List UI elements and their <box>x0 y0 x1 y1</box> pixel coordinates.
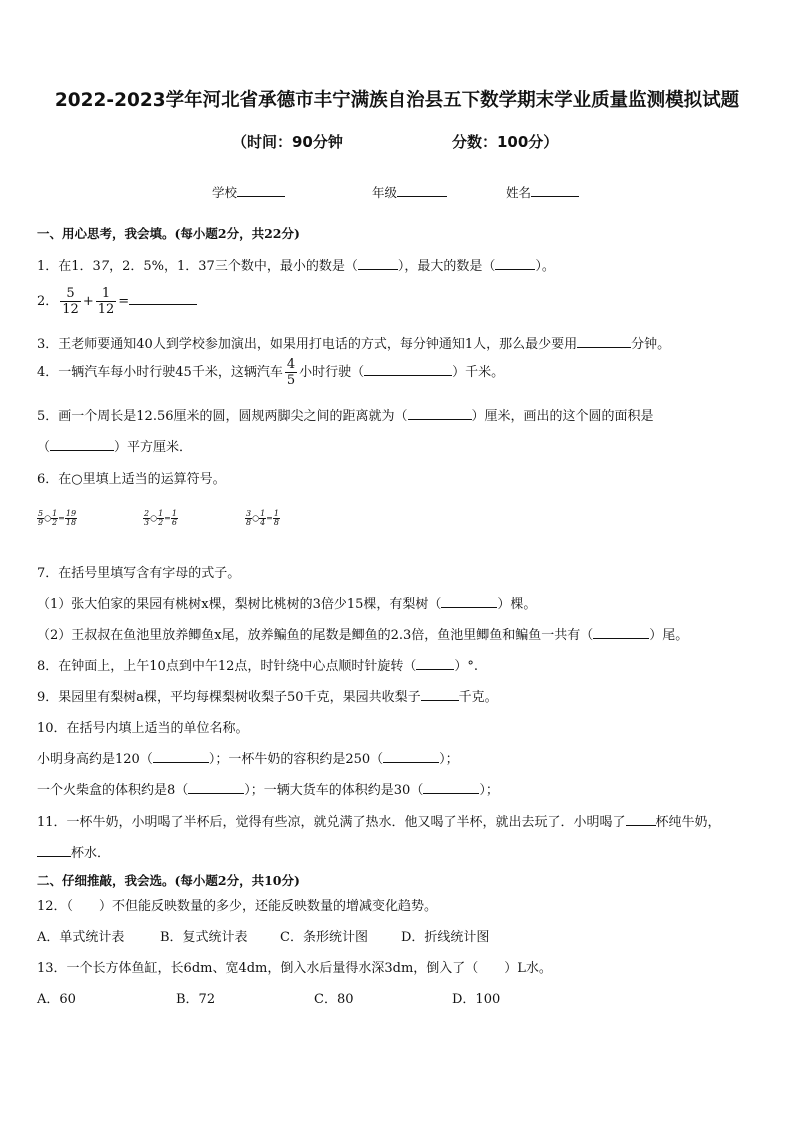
question-11-line-2: 杯水． <box>37 842 110 861</box>
q4-fraction: $\frac{4}{5}$ <box>286 357 296 388</box>
question-7-sub-2: （2）王叔叔在鱼池里放养鲫鱼x尾，放养鳊鱼的尾数是鲫鱼的2.3倍，鱼池里鲫鱼和鳊鱼一共有（ ）尾。 <box>37 628 689 643</box>
school-blank[interactable] <box>237 183 285 197</box>
q13-option-a[interactable]: A．60 <box>37 992 76 1007</box>
q9-blank[interactable] <box>421 688 459 701</box>
question-1: 1．在1．37，2．5%，1．37三个数中，最小的数是（ ），最大的数是（ ）。 <box>37 259 555 274</box>
q10-blank-truck[interactable] <box>423 781 479 794</box>
question-5-line-1: 5．画一个周长是12.56厘米的圆，圆规两脚尖之间的距离就为（ ）厘米，画出的这个圆的面积是 <box>37 409 654 424</box>
question-5-line-2: （ ）平方厘米． <box>37 440 193 455</box>
q12-option-a[interactable]: A．单式统计表 <box>37 930 125 945</box>
q1-blank-max[interactable] <box>495 257 535 270</box>
q3-blank[interactable] <box>577 335 631 348</box>
grade-blank[interactable] <box>397 183 447 197</box>
school-label: 学校 <box>212 185 238 200</box>
name-field[interactable] <box>506 183 579 201</box>
school-field[interactable] <box>212 183 285 201</box>
question-3: 3．王老师要通知40人到学校参加演出，如果用打电话的方式，每分钟通知1人，那么最少要用 分钟。 <box>37 337 671 352</box>
q2-blank[interactable] <box>129 292 197 305</box>
q13-option-b[interactable]: B．72 <box>176 992 216 1007</box>
q10-blank-height[interactable] <box>153 750 209 763</box>
q5-blank-area[interactable] <box>50 438 114 451</box>
q6-expression-3: $\frac{3}{8}$ ○ $\frac{1}{4}$ = $\frac{1}{8}$ <box>246 509 279 527</box>
exam-score: 分数：100分） <box>452 133 559 151</box>
q4-blank[interactable] <box>364 363 452 376</box>
q10-blank-matchbox[interactable] <box>188 781 244 794</box>
q13-option-d[interactable]: D．100 <box>452 992 501 1007</box>
q12-option-c[interactable]: C．条形统计图 <box>280 930 368 945</box>
question-6: 6．在○里填上适当的运算符号。 <box>37 472 226 487</box>
q8-blank[interactable] <box>416 657 454 670</box>
question-7-sub-1: （1）张大伯家的果园有桃树x棵，梨树比桃树的3倍少15棵，有梨树（ ）棵。 <box>37 597 537 612</box>
q6-circle-3[interactable]: ○ <box>252 513 260 523</box>
q6-circle-2[interactable]: ○ <box>150 513 158 523</box>
q12-option-d[interactable]: D．折线统计图 <box>401 930 490 945</box>
q10-blank-milk[interactable] <box>383 750 439 763</box>
name-label: 姓名 <box>506 185 532 200</box>
question-11-line-1: 11．一杯牛奶，小明喝了半杯后，觉得有些凉，就兑满了热水．他又喝了半杯，就出去玩了．小明喝了 杯纯牛奶， <box>37 815 721 830</box>
q2-fraction-2: $\frac{1}{12}$ <box>97 286 115 317</box>
question-9: 9．果园里有梨树a棵，平均每棵梨树收梨子50千克，果园共收梨子 千克。 <box>37 690 498 705</box>
q12-option-b[interactable]: B．复式统计表 <box>160 930 248 945</box>
name-blank[interactable] <box>531 183 579 197</box>
question-10-line-1: 小明身高约是120（ ）；一杯牛奶的容积约是250（ ）； <box>37 752 459 767</box>
q6-expression-2: $\frac{2}{3}$ ○ $\frac{1}{2}$ = $\frac{1}{6}$ <box>144 509 177 527</box>
question-13: 13．一个长方体鱼缸，长6dm、宽4dm，倒入水后量得水深3dm，倒入了（ ）L水。 <box>37 961 552 976</box>
q5-blank-radius[interactable] <box>408 407 472 420</box>
section1-heading: 一、用心思考，我会填。(每小题2分，共22分) <box>37 226 300 241</box>
q7-blank-1[interactable] <box>441 595 497 608</box>
exam-time: （时间：90分钟 <box>232 133 343 151</box>
exam-title: 2022-2023学年河北省承德市丰宁满族自治县五下数学期末学业质量监测模拟试题 <box>54 90 740 111</box>
question-10-line-2: 一个火柴盒的体积约是8（ ）；一辆大货车的体积约是30（ ）； <box>37 783 499 798</box>
grade-label: 年级 <box>372 185 398 200</box>
section2-heading: 二、仔细推敲，我会选。(每小题2分，共10分) <box>37 873 300 888</box>
grade-field[interactable] <box>372 183 447 201</box>
question-12: 12．（ ）不但能反映数量的多少，还能反映数量的增减变化趋势。 <box>37 899 438 914</box>
q1-blank-min[interactable] <box>358 257 398 270</box>
q7-blank-2[interactable] <box>593 626 649 639</box>
q11-blank-milk[interactable] <box>626 813 656 826</box>
question-10: 10．在括号内填上适当的单位名称。 <box>37 721 249 736</box>
question-2: 2． $\frac{5}{12}$ + $\frac{1}{12}$ = <box>37 286 197 317</box>
question-4: 4．一辆汽车每小时行驶45千米，这辆汽车 $\frac{4}{5}$ 小时行驶（ ）千米。 <box>37 357 505 388</box>
q6-circle-1[interactable]: ○ <box>44 513 52 523</box>
q11-blank-water[interactable] <box>37 844 71 857</box>
q6-expression-1: $\frac{5}{9}$ ○ $\frac{1}{2}$ = $\frac{19}{18}$ <box>38 509 77 527</box>
question-7: 7．在括号里填写含有字母的式子。 <box>37 566 241 581</box>
question-8: 8．在钟面上，上午10点到中午12点，时针绕中心点顺时针旋转（ ）°. <box>37 659 478 674</box>
q2-fraction-1: $\frac{5}{12}$ <box>62 286 79 317</box>
q13-option-c[interactable]: C．80 <box>314 992 354 1007</box>
